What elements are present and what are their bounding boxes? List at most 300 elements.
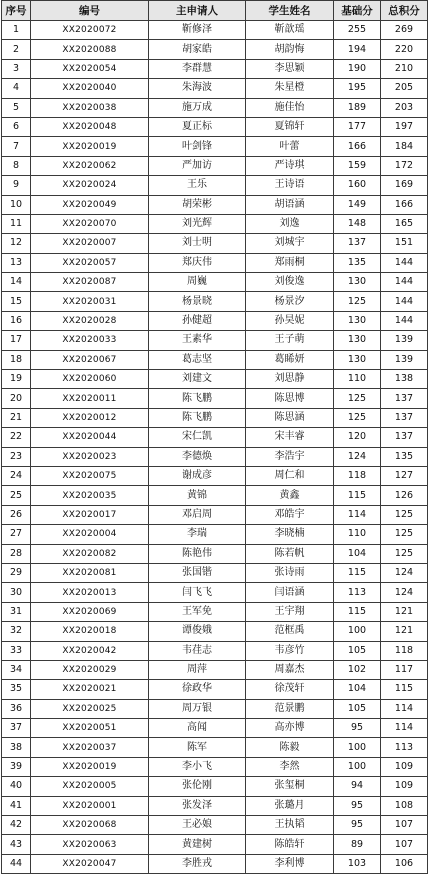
cell-total-score: 127 [381, 466, 428, 485]
cell-total-score: 138 [381, 370, 428, 389]
cell-base-score: 102 [334, 660, 381, 679]
cell-code: XX2020067 [31, 350, 149, 369]
cell-total-score: 165 [381, 214, 428, 233]
cell-applicant: 邓启周 [149, 505, 246, 524]
cell-serial: 35 [2, 680, 31, 699]
cell-code: XX2020081 [31, 563, 149, 582]
header-total-score: 总积分 [381, 1, 428, 21]
cell-total-score: 114 [381, 699, 428, 718]
table-row [2, 292, 428, 311]
cell-student: 邓皓宇 [246, 505, 334, 524]
table-row [2, 738, 428, 757]
cell-applicant: 王乐 [149, 176, 246, 195]
cell-base-score: 94 [334, 777, 381, 796]
cell-total-score: 169 [381, 176, 428, 195]
cell-serial: 17 [2, 331, 31, 350]
cell-total-score: 106 [381, 854, 428, 873]
cell-applicant: 张伦刚 [149, 777, 246, 796]
table-row [2, 253, 428, 272]
cell-base-score: 115 [334, 563, 381, 582]
table-row [2, 525, 428, 544]
cell-total-score: 135 [381, 447, 428, 466]
cell-serial: 6 [2, 117, 31, 136]
cell-total-score: 107 [381, 816, 428, 835]
cell-applicant: 李小飞 [149, 757, 246, 776]
cell-code: XX2020054 [31, 59, 149, 78]
cell-base-score: 89 [334, 835, 381, 854]
cell-serial: 34 [2, 660, 31, 679]
cell-serial: 12 [2, 234, 31, 253]
cell-code: XX2020047 [31, 854, 149, 873]
cell-applicant: 陈军 [149, 738, 246, 757]
table-row [2, 583, 428, 602]
cell-applicant: 陈飞鹏 [149, 408, 246, 427]
cell-serial: 19 [2, 370, 31, 389]
cell-serial: 21 [2, 408, 31, 427]
header-student: 学生姓名 [246, 1, 334, 21]
cell-student: 张玺桐 [246, 777, 334, 796]
cell-code: XX2020087 [31, 273, 149, 292]
cell-code: XX2020019 [31, 757, 149, 776]
cell-base-score: 130 [334, 273, 381, 292]
cell-base-score: 104 [334, 544, 381, 563]
cell-code: XX2020012 [31, 408, 149, 427]
cell-base-score: 125 [334, 408, 381, 427]
cell-serial: 42 [2, 816, 31, 835]
cell-code: XX2020070 [31, 214, 149, 233]
cell-serial: 16 [2, 311, 31, 330]
cell-applicant: 朱海波 [149, 79, 246, 98]
cell-total-score: 109 [381, 777, 428, 796]
cell-applicant: 周萍 [149, 660, 246, 679]
table-row [2, 176, 428, 195]
cell-code: XX2020060 [31, 370, 149, 389]
cell-student: 刘思静 [246, 370, 334, 389]
cell-code: XX2020024 [31, 176, 149, 195]
table-row [2, 389, 428, 408]
cell-base-score: 115 [334, 602, 381, 621]
cell-code: XX2020037 [31, 738, 149, 757]
cell-serial: 43 [2, 835, 31, 854]
cell-student: 徐茂轩 [246, 680, 334, 699]
cell-base-score: 95 [334, 796, 381, 815]
cell-student: 严诗琪 [246, 156, 334, 175]
table-row [2, 350, 428, 369]
table-row [2, 505, 428, 524]
table-row [2, 680, 428, 699]
cell-base-score: 189 [334, 98, 381, 117]
cell-base-score: 100 [334, 738, 381, 757]
table-row [2, 719, 428, 738]
cell-serial: 7 [2, 137, 31, 156]
cell-base-score: 110 [334, 525, 381, 544]
cell-serial: 41 [2, 796, 31, 815]
cell-student: 孙昊妮 [246, 311, 334, 330]
cell-total-score: 115 [381, 680, 428, 699]
cell-applicant: 周万银 [149, 699, 246, 718]
header-code: 编号 [31, 1, 149, 21]
cell-serial: 11 [2, 214, 31, 233]
table-row [2, 796, 428, 815]
cell-applicant: 郑庆伟 [149, 253, 246, 272]
cell-student: 陈皓轩 [246, 835, 334, 854]
table-row [2, 466, 428, 485]
cell-serial: 40 [2, 777, 31, 796]
cell-serial: 32 [2, 622, 31, 641]
cell-code: XX2020062 [31, 156, 149, 175]
cell-applicant: 黄建树 [149, 835, 246, 854]
cell-base-score: 149 [334, 195, 381, 214]
cell-applicant: 陈飞鹏 [149, 389, 246, 408]
cell-base-score: 195 [334, 79, 381, 98]
table-row [2, 137, 428, 156]
header-row [2, 1, 428, 21]
score-sheet [1, 0, 427, 874]
cell-code: XX2020075 [31, 466, 149, 485]
cell-applicant: 李德焕 [149, 447, 246, 466]
cell-base-score: 114 [334, 505, 381, 524]
table-row [2, 311, 428, 330]
cell-student: 张璐月 [246, 796, 334, 815]
cell-code: XX2020007 [31, 234, 149, 253]
table-row [2, 757, 428, 776]
cell-student: 李然 [246, 757, 334, 776]
cell-base-score: 95 [334, 816, 381, 835]
cell-applicant: 张发泽 [149, 796, 246, 815]
cell-applicant: 严加访 [149, 156, 246, 175]
cell-serial: 31 [2, 602, 31, 621]
cell-serial: 38 [2, 738, 31, 757]
table-row [2, 195, 428, 214]
table-row [2, 117, 428, 136]
cell-total-score: 125 [381, 544, 428, 563]
cell-code: XX2020063 [31, 835, 149, 854]
cell-base-score: 130 [334, 350, 381, 369]
cell-base-score: 130 [334, 311, 381, 330]
cell-student: 叶蕾 [246, 137, 334, 156]
cell-serial: 18 [2, 350, 31, 369]
cell-student: 胡韵悔 [246, 40, 334, 59]
cell-applicant: 刘光辉 [149, 214, 246, 233]
cell-code: XX2020049 [31, 195, 149, 214]
cell-base-score: 95 [334, 719, 381, 738]
cell-applicant: 闫飞飞 [149, 583, 246, 602]
cell-total-score: 197 [381, 117, 428, 136]
cell-total-score: 121 [381, 622, 428, 641]
cell-code: XX2020069 [31, 602, 149, 621]
cell-student: 施佳怡 [246, 98, 334, 117]
cell-applicant: 张国锴 [149, 563, 246, 582]
cell-total-score: 125 [381, 505, 428, 524]
cell-student: 刘逸 [246, 214, 334, 233]
cell-total-score: 139 [381, 350, 428, 369]
cell-code: XX2020057 [31, 253, 149, 272]
cell-base-score: 159 [334, 156, 381, 175]
cell-student: 周仁和 [246, 466, 334, 485]
cell-applicant: 谢成彦 [149, 466, 246, 485]
cell-total-score: 113 [381, 738, 428, 757]
cell-student: 刘城宇 [246, 234, 334, 253]
cell-base-score: 120 [334, 428, 381, 447]
cell-student: 王宇翔 [246, 602, 334, 621]
cell-student: 韦彦竹 [246, 641, 334, 660]
cell-total-score: 144 [381, 253, 428, 272]
cell-student: 李晓楠 [246, 525, 334, 544]
cell-code: XX2020004 [31, 525, 149, 544]
cell-base-score: 125 [334, 389, 381, 408]
cell-serial: 27 [2, 525, 31, 544]
cell-code: XX2020042 [31, 641, 149, 660]
cell-total-score: 124 [381, 563, 428, 582]
cell-serial: 26 [2, 505, 31, 524]
cell-applicant: 宋仁凯 [149, 428, 246, 447]
cell-applicant: 刘士明 [149, 234, 246, 253]
table-row [2, 40, 428, 59]
cell-code: XX2020082 [31, 544, 149, 563]
cell-total-score: 184 [381, 137, 428, 156]
cell-code: XX2020028 [31, 311, 149, 330]
cell-total-score: 107 [381, 835, 428, 854]
cell-applicant: 杨景晓 [149, 292, 246, 311]
cell-total-score: 210 [381, 59, 428, 78]
table-row [2, 408, 428, 427]
cell-student: 范景鹏 [246, 699, 334, 718]
cell-code: XX2020068 [31, 816, 149, 835]
table-row [2, 370, 428, 389]
cell-base-score: 115 [334, 486, 381, 505]
table-row [2, 331, 428, 350]
cell-total-score: 144 [381, 292, 428, 311]
cell-base-score: 124 [334, 447, 381, 466]
cell-applicant: 胡荣彬 [149, 195, 246, 214]
cell-code: XX2020005 [31, 777, 149, 796]
cell-code: XX2020013 [31, 583, 149, 602]
cell-total-score: 117 [381, 660, 428, 679]
cell-code: XX2020011 [31, 389, 149, 408]
cell-student: 王子萌 [246, 331, 334, 350]
header-base-score: 基础分 [334, 1, 381, 21]
cell-total-score: 108 [381, 796, 428, 815]
cell-serial: 36 [2, 699, 31, 718]
cell-code: XX2020035 [31, 486, 149, 505]
table-row [2, 835, 428, 854]
cell-student: 陈若帆 [246, 544, 334, 563]
cell-total-score: 137 [381, 389, 428, 408]
cell-student: 高亦博 [246, 719, 334, 738]
cell-student: 朱星橙 [246, 79, 334, 98]
cell-base-score: 113 [334, 583, 381, 602]
cell-code: XX2020033 [31, 331, 149, 350]
cell-student: 杨景汐 [246, 292, 334, 311]
table-row [2, 59, 428, 78]
cell-total-score: 151 [381, 234, 428, 253]
cell-base-score: 255 [334, 21, 381, 40]
table-row [2, 98, 428, 117]
cell-base-score: 148 [334, 214, 381, 233]
cell-student: 李浩宇 [246, 447, 334, 466]
cell-applicant: 靳修泽 [149, 21, 246, 40]
cell-serial: 37 [2, 719, 31, 738]
cell-code: XX2020017 [31, 505, 149, 524]
cell-total-score: 118 [381, 641, 428, 660]
table-row [2, 854, 428, 873]
cell-code: XX2020025 [31, 699, 149, 718]
cell-base-score: 130 [334, 331, 381, 350]
cell-serial: 22 [2, 428, 31, 447]
header-applicant: 主申请人 [149, 1, 246, 21]
cell-code: XX2020023 [31, 447, 149, 466]
cell-base-score: 177 [334, 117, 381, 136]
cell-student: 张诗雨 [246, 563, 334, 582]
table-row [2, 544, 428, 563]
cell-serial: 33 [2, 641, 31, 660]
table-row [2, 641, 428, 660]
cell-base-score: 100 [334, 622, 381, 641]
cell-code: XX2020021 [31, 680, 149, 699]
cell-code: XX2020048 [31, 117, 149, 136]
cell-total-score: 114 [381, 719, 428, 738]
cell-applicant: 叶剑锋 [149, 137, 246, 156]
cell-total-score: 109 [381, 757, 428, 776]
table-row [2, 486, 428, 505]
cell-total-score: 121 [381, 602, 428, 621]
cell-total-score: 144 [381, 311, 428, 330]
cell-applicant: 李胜戎 [149, 854, 246, 873]
table-row [2, 428, 428, 447]
cell-base-score: 194 [334, 40, 381, 59]
cell-serial: 23 [2, 447, 31, 466]
cell-student: 郑雨桐 [246, 253, 334, 272]
cell-base-score: 190 [334, 59, 381, 78]
table-row [2, 777, 428, 796]
cell-base-score: 110 [334, 370, 381, 389]
cell-applicant: 陈艳伟 [149, 544, 246, 563]
cell-base-score: 118 [334, 466, 381, 485]
cell-total-score: 166 [381, 195, 428, 214]
cell-total-score: 172 [381, 156, 428, 175]
cell-code: XX2020044 [31, 428, 149, 447]
cell-base-score: 137 [334, 234, 381, 253]
cell-applicant: 王军免 [149, 602, 246, 621]
cell-base-score: 105 [334, 641, 381, 660]
cell-code: XX2020072 [31, 21, 149, 40]
table-body [2, 21, 428, 874]
cell-code: XX2020038 [31, 98, 149, 117]
cell-student: 黄鑫 [246, 486, 334, 505]
cell-serial: 8 [2, 156, 31, 175]
cell-student: 李思颖 [246, 59, 334, 78]
cell-applicant: 王必娘 [149, 816, 246, 835]
table-row [2, 622, 428, 641]
cell-student: 夏锦轩 [246, 117, 334, 136]
cell-serial: 2 [2, 40, 31, 59]
cell-student: 李利博 [246, 854, 334, 873]
cell-student: 宋丰睿 [246, 428, 334, 447]
cell-code: XX2020040 [31, 79, 149, 98]
cell-serial: 25 [2, 486, 31, 505]
cell-serial: 29 [2, 563, 31, 582]
cell-student: 刘俊逸 [246, 273, 334, 292]
cell-total-score: 137 [381, 428, 428, 447]
table-row [2, 79, 428, 98]
table-row [2, 602, 428, 621]
table-row [2, 563, 428, 582]
cell-applicant: 孙健超 [149, 311, 246, 330]
cell-student: 陈思涵 [246, 408, 334, 427]
cell-code: XX2020001 [31, 796, 149, 815]
cell-student: 胡语涵 [246, 195, 334, 214]
cell-applicant: 胡家皓 [149, 40, 246, 59]
table-row [2, 699, 428, 718]
cell-code: XX2020019 [31, 137, 149, 156]
cell-serial: 9 [2, 176, 31, 195]
cell-applicant: 徐政华 [149, 680, 246, 699]
cell-base-score: 160 [334, 176, 381, 195]
cell-serial: 20 [2, 389, 31, 408]
cell-serial: 44 [2, 854, 31, 873]
cell-student: 闫语涵 [246, 583, 334, 602]
cell-total-score: 137 [381, 408, 428, 427]
cell-student: 葛睎妍 [246, 350, 334, 369]
ranking-table [1, 0, 428, 874]
cell-applicant: 李瑞 [149, 525, 246, 544]
cell-applicant: 刘建文 [149, 370, 246, 389]
table-row [2, 156, 428, 175]
cell-base-score: 166 [334, 137, 381, 156]
cell-total-score: 126 [381, 486, 428, 505]
cell-code: XX2020029 [31, 660, 149, 679]
table-row [2, 816, 428, 835]
cell-base-score: 105 [334, 699, 381, 718]
cell-base-score: 125 [334, 292, 381, 311]
cell-student: 王诗语 [246, 176, 334, 195]
cell-serial: 10 [2, 195, 31, 214]
cell-serial: 1 [2, 21, 31, 40]
cell-serial: 28 [2, 544, 31, 563]
table-row [2, 660, 428, 679]
cell-student: 周嘉杰 [246, 660, 334, 679]
cell-applicant: 谭俊娥 [149, 622, 246, 641]
cell-student: 范框禹 [246, 622, 334, 641]
cell-serial: 4 [2, 79, 31, 98]
cell-total-score: 203 [381, 98, 428, 117]
cell-code: XX2020018 [31, 622, 149, 641]
header-serial: 序号 [2, 1, 31, 21]
cell-student: 陈毅 [246, 738, 334, 757]
cell-applicant: 夏正标 [149, 117, 246, 136]
cell-base-score: 104 [334, 680, 381, 699]
cell-applicant: 施万成 [149, 98, 246, 117]
cell-total-score: 220 [381, 40, 428, 59]
cell-serial: 14 [2, 273, 31, 292]
cell-code: XX2020088 [31, 40, 149, 59]
cell-student: 陈思博 [246, 389, 334, 408]
table-row [2, 21, 428, 40]
cell-serial: 5 [2, 98, 31, 117]
cell-student: 王执韬 [246, 816, 334, 835]
cell-base-score: 135 [334, 253, 381, 272]
cell-base-score: 100 [334, 757, 381, 776]
cell-serial: 24 [2, 466, 31, 485]
table-row [2, 447, 428, 466]
cell-code: XX2020051 [31, 719, 149, 738]
cell-total-score: 139 [381, 331, 428, 350]
cell-applicant: 黄锦 [149, 486, 246, 505]
cell-total-score: 269 [381, 21, 428, 40]
cell-base-score: 103 [334, 854, 381, 873]
cell-serial: 15 [2, 292, 31, 311]
cell-student: 靳歆瑶 [246, 21, 334, 40]
